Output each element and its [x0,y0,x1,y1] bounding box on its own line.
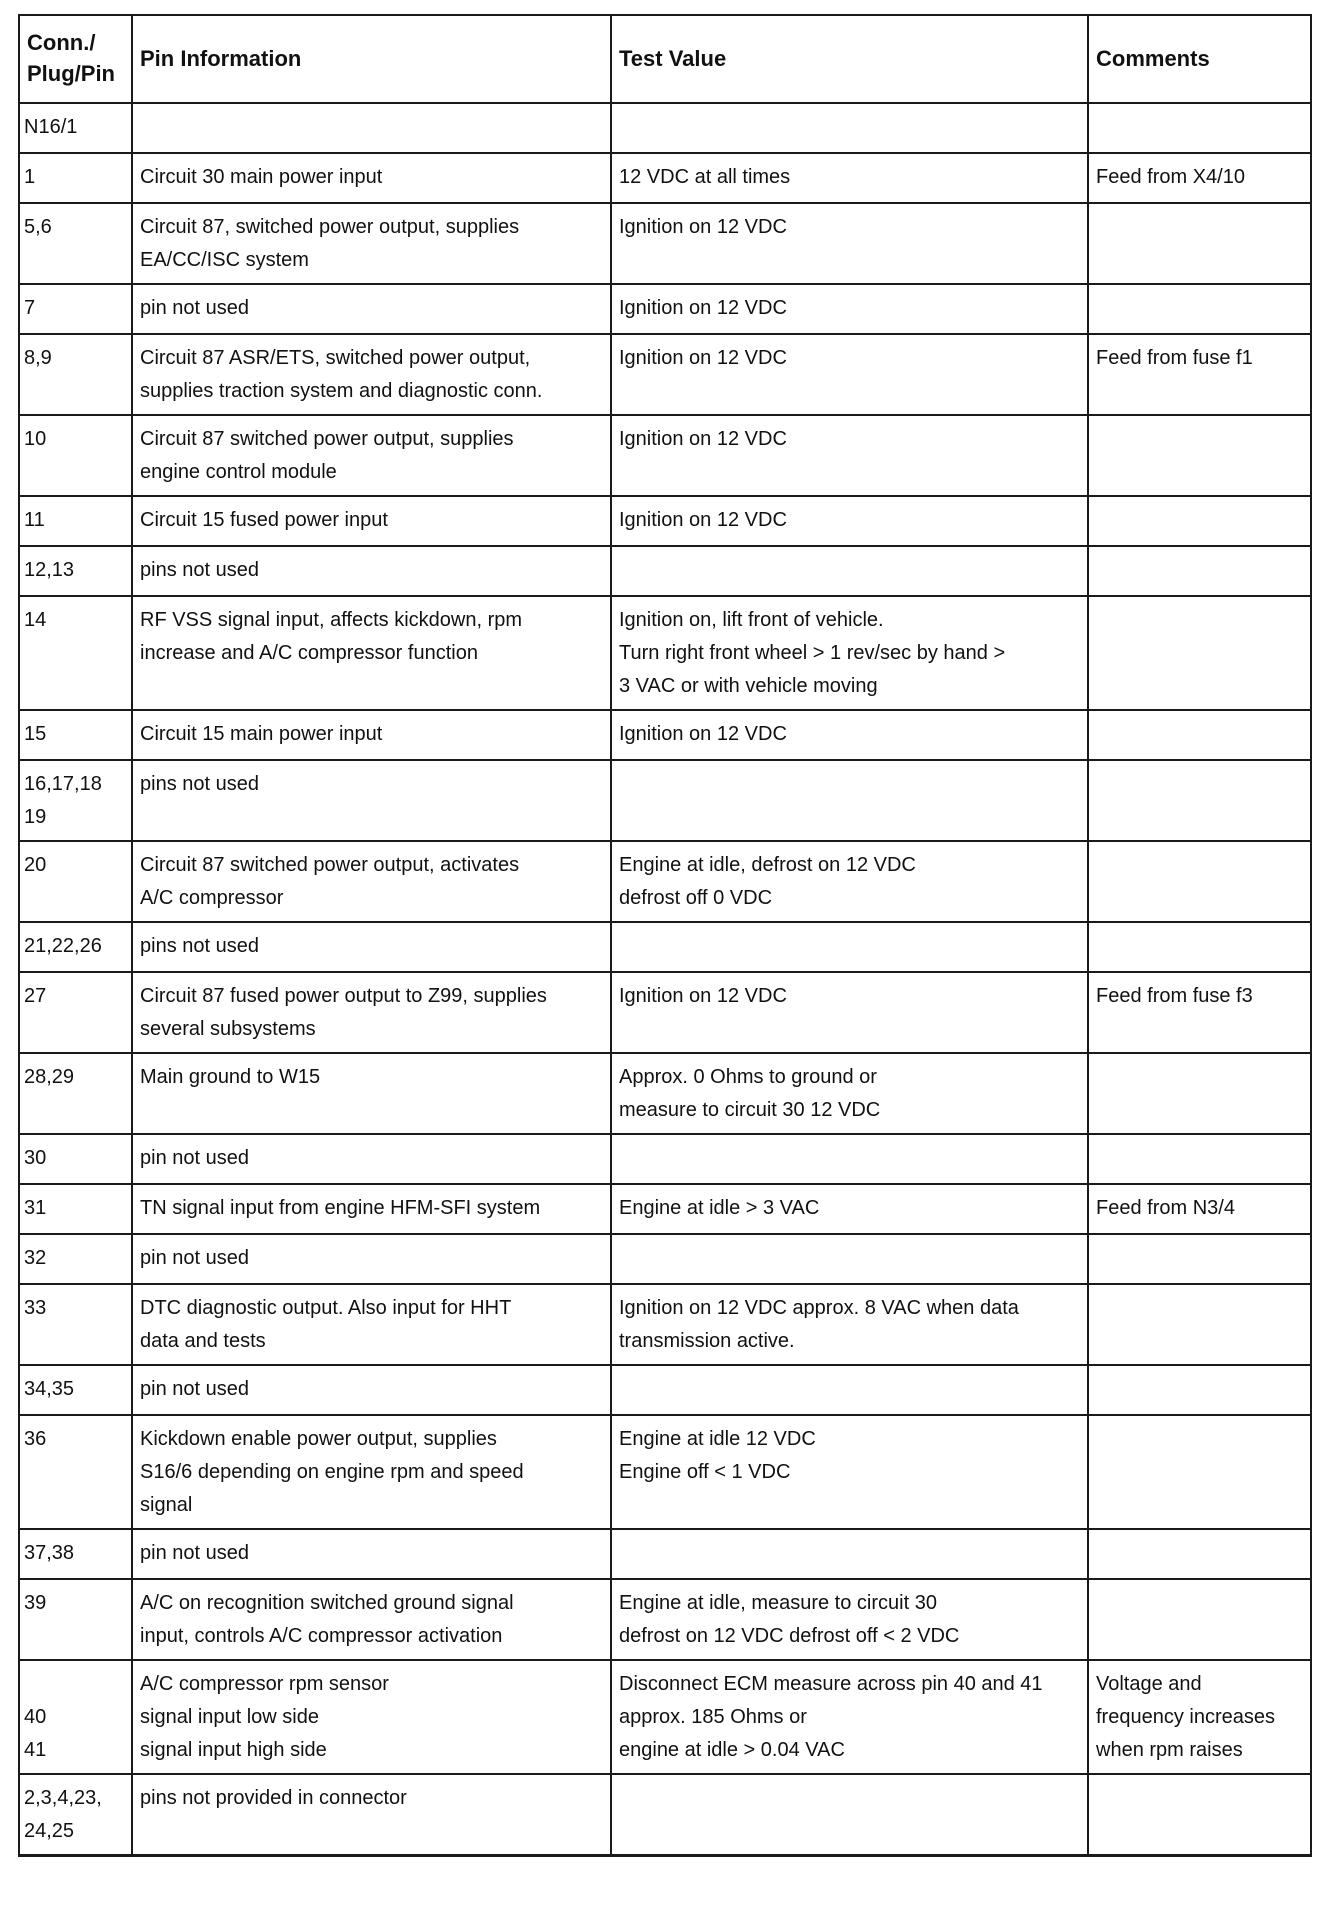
cell-pin-information: DTC diagnostic output. Also input for HHT data and tests [132,1284,611,1365]
cell-test-value [611,1529,1088,1579]
cell-pin-information: pins not used [132,760,611,841]
cell-conn-plug-pin: 30 [19,1134,132,1184]
cell-comments [1088,415,1311,496]
cell-pin-information: pin not used [132,284,611,334]
table-row [19,103,1311,153]
cell-comments [1088,710,1311,760]
cell-comments: Feed from X4/10 [1088,153,1311,203]
cell-comments [1088,546,1311,596]
table-row [19,1053,1311,1134]
cell-conn-plug-pin: 10 [19,415,132,496]
cell-comments [1088,760,1311,841]
table-row [19,1284,1311,1365]
cell-conn-plug-pin: 7 [19,284,132,334]
cell-test-value [611,546,1088,596]
header-test-value: Test Value [611,15,1088,103]
cell-test-value: Approx. 0 Ohms to ground or measure to circuit 30 12 VDC [611,1053,1088,1134]
table-row [19,1415,1311,1529]
cell-test-value: 12 VDC at all times [611,153,1088,203]
cell-conn-plug-pin: 12,13 [19,546,132,596]
cell-conn-plug-pin: 39 [19,1579,132,1660]
cell-test-value: Ignition on 12 VDC [611,710,1088,760]
cell-test-value [611,1234,1088,1284]
cell-pin-information: pin not used [132,1134,611,1184]
cell-conn-plug-pin: 36 [19,1415,132,1529]
cell-conn-plug-pin: 21,22,26 [19,922,132,972]
cell-test-value: Disconnect ECM measure across pin 40 and 41 approx. 185 Ohms or engine at idle > 0.04 VAC [611,1660,1088,1774]
cell-pin-information: TN signal input from engine HFM-SFI system [132,1184,611,1234]
cell-conn-plug-pin: 20 [19,841,132,922]
cell-conn-plug-pin: 14 [19,596,132,710]
table-row [19,710,1311,760]
cell-conn-plug-pin: 34,35 [19,1365,132,1415]
table-row [19,972,1311,1053]
table-row [19,153,1311,203]
cell-pin-information: Circuit 87 fused power output to Z99, supplies several subsystems [132,972,611,1053]
cell-pin-information [132,103,611,153]
cell-comments [1088,103,1311,153]
cell-comments [1088,1284,1311,1365]
cell-pin-information: Circuit 15 fused power input [132,496,611,546]
cell-comments: Feed from fuse f3 [1088,972,1311,1053]
cell-comments: Feed from N3/4 [1088,1184,1311,1234]
table-row [19,1184,1311,1234]
cell-comments [1088,284,1311,334]
cell-pin-information: pin not used [132,1365,611,1415]
table-row [19,1134,1311,1184]
cell-conn-plug-pin: 37,38 [19,1529,132,1579]
cell-conn-plug-pin: 11 [19,496,132,546]
table-row [19,203,1311,284]
table-row [19,284,1311,334]
cell-conn-plug-pin: 33 [19,1284,132,1365]
cell-comments [1088,1365,1311,1415]
table-row [19,546,1311,596]
cell-pin-information: A/C on recognition switched ground signal input, controls A/C compressor activation [132,1579,611,1660]
cell-pin-information: pins not provided in connector [132,1774,611,1856]
cell-comments [1088,1415,1311,1529]
cell-test-value [611,1365,1088,1415]
cell-pin-information: pins not used [132,922,611,972]
table-row [19,841,1311,922]
cell-comments [1088,1053,1311,1134]
cell-pin-information: Circuit 87 switched power output, supplies engine control module [132,415,611,496]
cell-pin-information: Circuit 30 main power input [132,153,611,203]
cell-conn-plug-pin: 31 [19,1184,132,1234]
cell-comments [1088,922,1311,972]
table-row [19,596,1311,710]
table-row [19,760,1311,841]
cell-conn-plug-pin: 27 [19,972,132,1053]
cell-pin-information: Circuit 87, switched power output, supplies EA/CC/ISC system [132,203,611,284]
cell-test-value: Ignition on 12 VDC [611,496,1088,546]
header-comments: Comments [1088,15,1311,103]
cell-test-value [611,1774,1088,1856]
cell-test-value: Engine at idle > 3 VAC [611,1184,1088,1234]
cell-comments [1088,1579,1311,1660]
cell-test-value: Engine at idle, defrost on 12 VDC defrost off 0 VDC [611,841,1088,922]
cell-conn-plug-pin: 8,9 [19,334,132,415]
table-row [19,1234,1311,1284]
cell-conn-plug-pin: 15 [19,710,132,760]
table-body [19,103,1311,1856]
cell-test-value: Engine at idle 12 VDC Engine off < 1 VDC [611,1415,1088,1529]
header-pin-information: Pin Information [132,15,611,103]
table-row [19,1365,1311,1415]
table-row [19,415,1311,496]
table-row [19,334,1311,415]
cell-conn-plug-pin: 32 [19,1234,132,1284]
table-row [19,1529,1311,1579]
cell-pin-information: pin not used [132,1529,611,1579]
cell-comments [1088,841,1311,922]
cell-comments [1088,496,1311,546]
table-row [19,922,1311,972]
cell-comments: Feed from fuse f1 [1088,334,1311,415]
cell-comments [1088,1234,1311,1284]
cell-conn-plug-pin: 16,17,18 19 [19,760,132,841]
table-row [19,496,1311,546]
cell-conn-plug-pin: 2,3,4,23, 24,25 [19,1774,132,1856]
cell-comments [1088,203,1311,284]
cell-test-value: Ignition on 12 VDC [611,415,1088,496]
cell-comments: Voltage and frequency increases when rpm raises [1088,1660,1311,1774]
cell-test-value: Ignition on 12 VDC approx. 8 VAC when data transmission active. [611,1284,1088,1365]
cell-test-value: Engine at idle, measure to circuit 30 defrost on 12 VDC defrost off < 2 VDC [611,1579,1088,1660]
cell-conn-plug-pin: 28,29 [19,1053,132,1134]
cell-pin-information: Circuit 87 ASR/ETS, switched power output, supplies traction system and diagnostic conn. [132,334,611,415]
cell-test-value: Ignition on 12 VDC [611,203,1088,284]
cell-pin-information: Circuit 15 main power input [132,710,611,760]
pin-test-table [18,14,1312,1857]
cell-pin-information: Main ground to W15 [132,1053,611,1134]
cell-test-value [611,1134,1088,1184]
cell-pin-information: A/C compressor rpm sensor signal input low side signal input high side [132,1660,611,1774]
cell-pin-information: pins not used [132,546,611,596]
cell-conn-plug-pin: N16/1 [19,103,132,153]
header-conn-plug-pin: Conn./ Plug/Pin [19,15,132,103]
cell-pin-information: RF VSS signal input, affects kickdown, rpm increase and A/C compressor function [132,596,611,710]
cell-test-value [611,760,1088,841]
cell-test-value: Ignition on, lift front of vehicle. Turn right front wheel > 1 rev/sec by hand > 3 VAC or with vehicle moving [611,596,1088,710]
cell-test-value: Ignition on 12 VDC [611,334,1088,415]
cell-pin-information: Kickdown enable power output, supplies S16/6 depending on engine rpm and speed signal [132,1415,611,1529]
cell-conn-plug-pin: 5,6 [19,203,132,284]
cell-conn-plug-pin: 1 [19,153,132,203]
cell-test-value [611,103,1088,153]
cell-conn-plug-pin: 40 41 [19,1660,132,1774]
cell-pin-information: Circuit 87 switched power output, activates A/C compressor [132,841,611,922]
table-row [19,1660,1311,1774]
cell-test-value [611,922,1088,972]
table-row [19,1774,1311,1856]
cell-test-value: Ignition on 12 VDC [611,284,1088,334]
cell-comments [1088,596,1311,710]
cell-test-value: Ignition on 12 VDC [611,972,1088,1053]
cell-comments [1088,1774,1311,1856]
cell-pin-information: pin not used [132,1234,611,1284]
cell-comments [1088,1134,1311,1184]
table-row [19,1579,1311,1660]
header-row [19,15,1311,103]
cell-comments [1088,1529,1311,1579]
